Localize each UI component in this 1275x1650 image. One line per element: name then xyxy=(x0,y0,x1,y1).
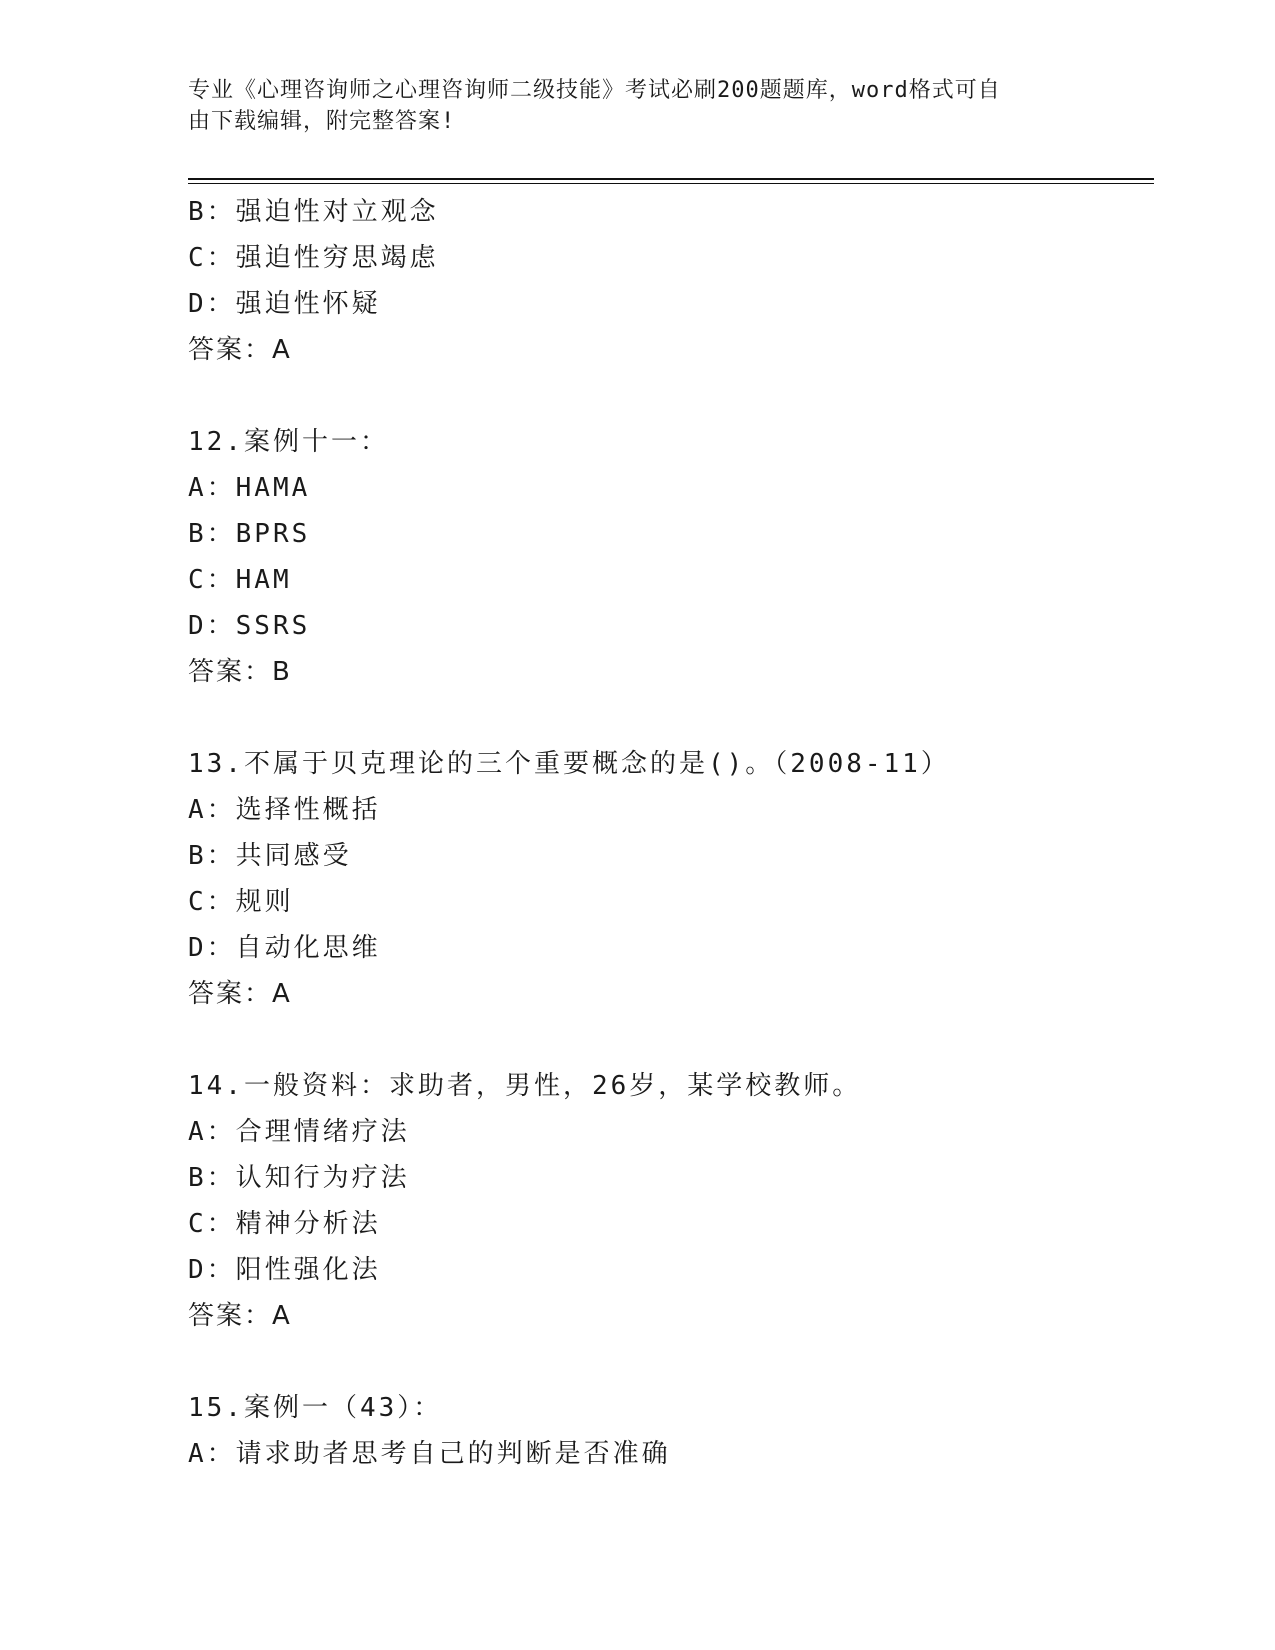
answer-line: 答案：A xyxy=(188,1301,292,1331)
question-block-15 xyxy=(188,1385,1148,1477)
document-header xyxy=(188,75,1068,137)
option-a: A：HAMA xyxy=(188,473,311,503)
spacer xyxy=(188,1017,1148,1063)
option-a: A：请求助者思考自己的判断是否准确 xyxy=(188,1439,671,1469)
option-b: B：共同感受 xyxy=(188,841,352,871)
question-block-12 xyxy=(188,419,1148,695)
header-rule-thick xyxy=(188,178,1154,180)
option-b: B：认知行为疗法 xyxy=(188,1163,410,1193)
spacer xyxy=(188,373,1148,419)
question-block-11 xyxy=(188,189,1148,373)
answer-line: 答案：A xyxy=(188,979,292,1009)
option-b: B：强迫性对立观念 xyxy=(188,197,439,227)
question-block-13 xyxy=(188,741,1148,1017)
option-a: A：选择性概括 xyxy=(188,795,381,825)
spacer xyxy=(188,695,1148,741)
option-c: C：HAM xyxy=(188,565,292,595)
option-d: D：SSRS xyxy=(188,611,311,641)
header-rule-thin xyxy=(188,183,1154,184)
answer-line: 答案：A xyxy=(188,335,292,365)
answer-line: 答案：B xyxy=(188,657,292,687)
option-b: B：BPRS xyxy=(188,519,311,549)
question-text: 14.一般资料：求助者，男性，26岁，某学校教师。 xyxy=(188,1071,862,1101)
option-a: A：合理情绪疗法 xyxy=(188,1117,410,1147)
question-text: 12.案例十一： xyxy=(188,427,389,457)
spacer xyxy=(188,1339,1148,1385)
option-c: C：强迫性穷思竭虑 xyxy=(188,243,439,273)
question-text: 13.不属于贝克理论的三个重要概念的是()。（2008-11） xyxy=(188,749,950,779)
question-block-14 xyxy=(188,1063,1148,1339)
question-list xyxy=(188,189,1148,1477)
option-c: C：规则 xyxy=(188,887,294,917)
option-d: D：阳性强化法 xyxy=(188,1255,381,1285)
question-text: 15.案例一（43）： xyxy=(188,1393,443,1423)
option-d: D：强迫性怀疑 xyxy=(188,289,381,319)
header-line-2: 由下载编辑，附完整答案! xyxy=(188,109,456,134)
option-d: D：自动化思维 xyxy=(188,933,381,963)
header-line-1: 专业《心理咨询师之心理咨询师二级技能》考试必刷200题题库，word格式可自 xyxy=(188,78,1001,103)
option-c: C：精神分析法 xyxy=(188,1209,381,1239)
